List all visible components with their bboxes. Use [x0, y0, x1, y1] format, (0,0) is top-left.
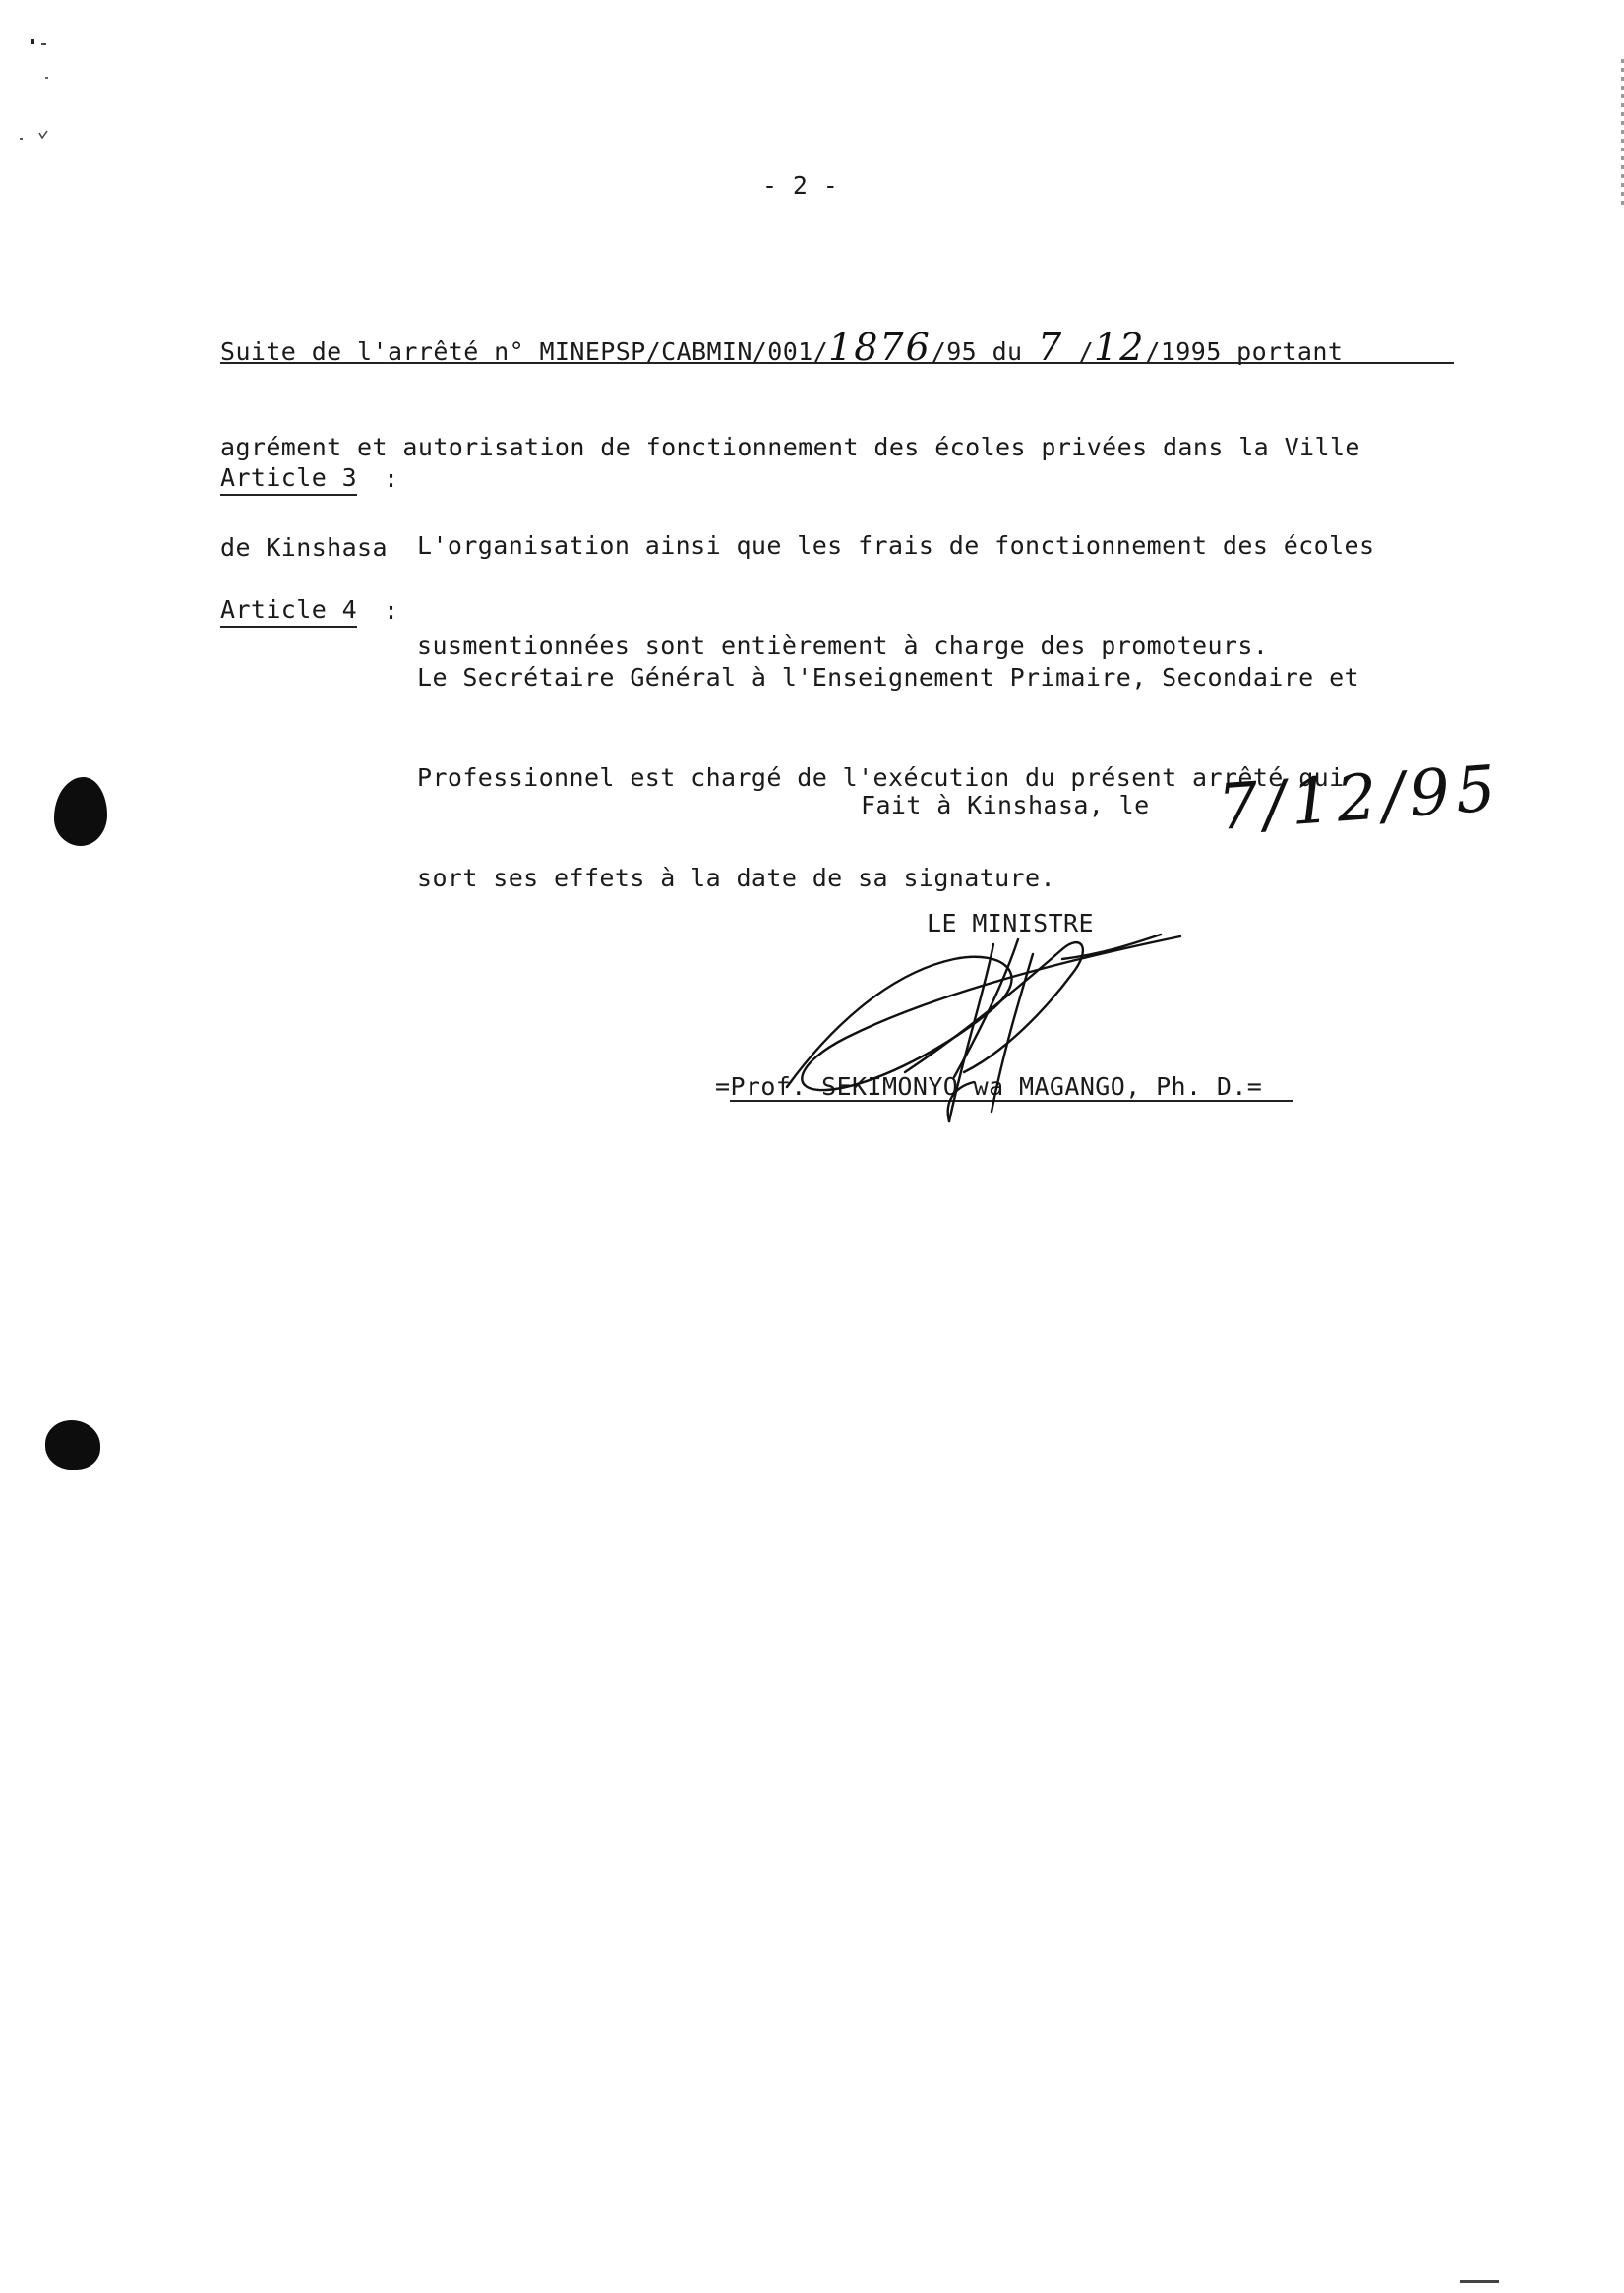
article-line: Le Secrétaire Général à l'Enseignement Primaire, Secondaire et — [417, 663, 1359, 692]
heading-line-1-suffix: /1995 portant — [1145, 337, 1344, 366]
scan-bottom-mark — [1460, 2280, 1499, 2283]
article-line: Professionnel est chargé de l'exécution du présent arrêté qui — [417, 763, 1345, 792]
ink-blot — [45, 1420, 100, 1470]
article-separator: : — [384, 596, 399, 625]
place-and-date-label: Fait à Kinshasa, le — [861, 791, 1150, 819]
page-number: - 2 - — [762, 171, 839, 200]
handwritten-decree-number: 1876 — [828, 326, 932, 369]
heading-line-1-mid: /95 du — [931, 337, 1038, 366]
heading-line-3: de Kinshasa — [220, 533, 388, 562]
article-line: susmentionnées sont entièrement à charge des promoteurs. — [417, 632, 1269, 660]
heading-line-2: agrément et autorisation de fonctionnement des écoles privées dans la Ville — [220, 433, 1360, 461]
signatory-name: =Prof. SEKIMONYO wa MAGANGO, Ph. D.= — [715, 1072, 1263, 1101]
heading-line-1 — [220, 326, 1454, 369]
handwritten-day: 7 — [1037, 326, 1064, 369]
handwritten-month: 12 — [1094, 326, 1146, 369]
ink-blot — [54, 777, 107, 846]
heading-underline — [220, 362, 1454, 364]
heading-line-1-sep: / — [1063, 337, 1095, 366]
scan-specks — [8, 30, 67, 148]
minister-title: LE MINISTRE — [927, 909, 1094, 937]
heading-line-1-prefix: Suite de l'arrêté n° MINEPSP/CABMIN/001/ — [220, 337, 829, 366]
article-label: Article 4 — [220, 594, 357, 628]
handwritten-signature-date: 7/12/95 — [1215, 753, 1504, 845]
article-line: L'organisation ainsi que les frais de fonctionnement des écoles — [417, 531, 1375, 560]
minister-signature — [767, 915, 1200, 1131]
article-separator: : — [384, 464, 399, 493]
article-label: Article 3 — [220, 462, 357, 496]
article-line: sort ses effets à la date de sa signature. — [417, 864, 1055, 892]
